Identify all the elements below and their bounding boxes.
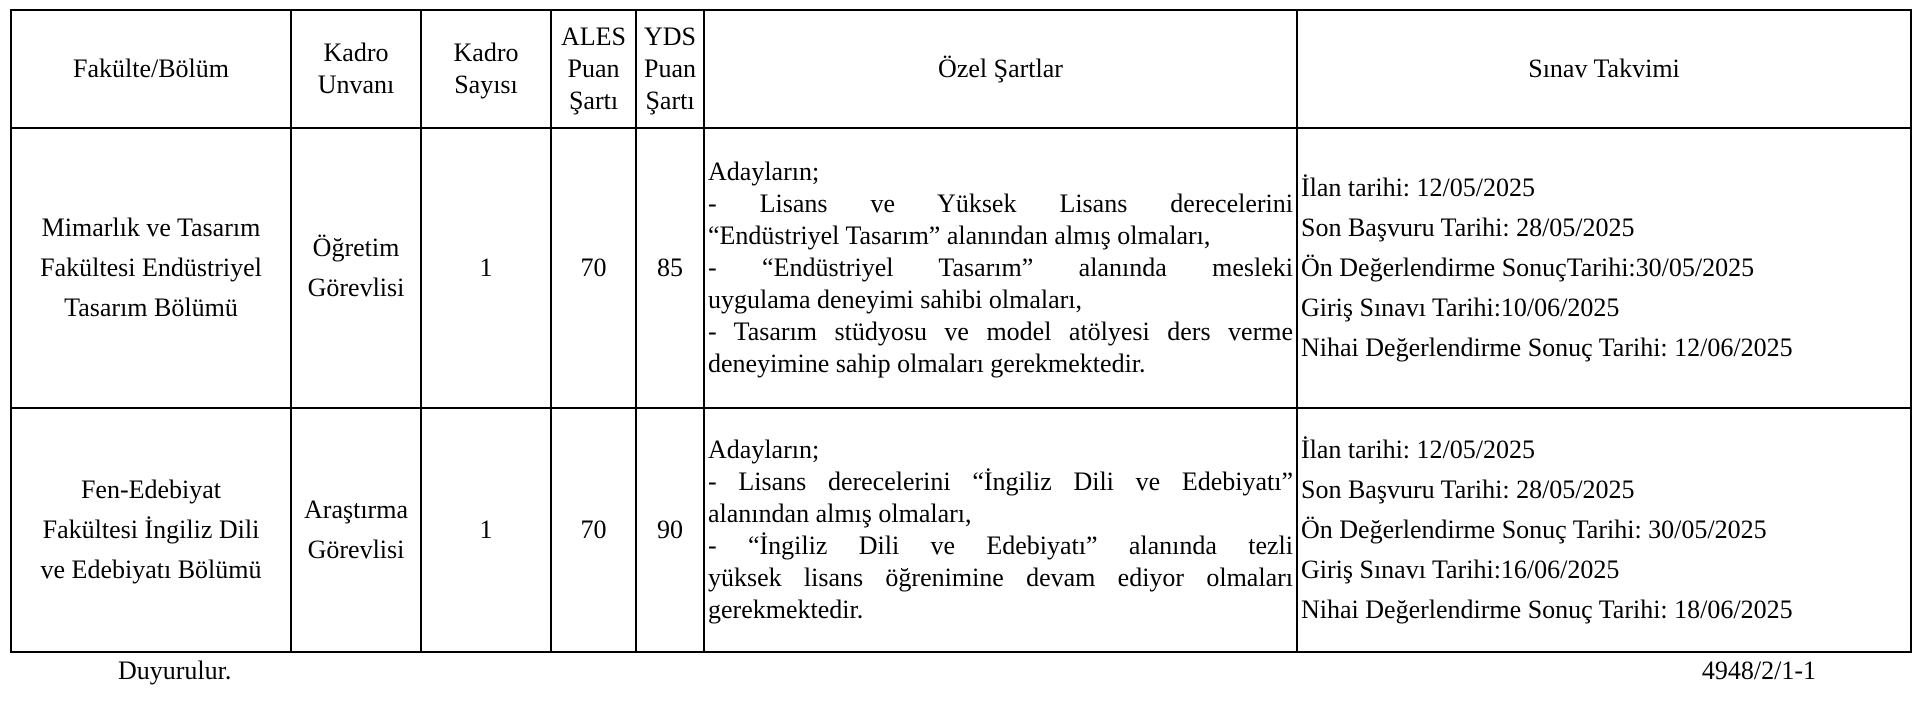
cell-schedule	[1297, 128, 1911, 408]
cell-count: 1	[421, 408, 551, 652]
schedule-line: Son Başvuru Tarihi: 28/05/2025	[1301, 213, 1635, 242]
cell-conditions	[704, 128, 1297, 408]
schedule-line: Nihai Değerlendirme Sonuç Tarihi: 12/06/2025	[1301, 333, 1793, 362]
cell-yds: 90	[636, 408, 704, 652]
cell-title: Öğretim Görevlisi	[291, 128, 421, 408]
header-conditions: Özel Şartlar	[704, 10, 1297, 128]
header-schedule: Sınav Takvimi	[1297, 10, 1911, 128]
header-faculty: Fakülte/Bölüm	[11, 10, 291, 128]
header-ales: ALES Puan Şartı	[551, 10, 636, 128]
condition-line: Adayların;	[708, 157, 820, 186]
schedule-line: Ön Değerlendirme Sonuç Tarihi: 30/05/2025	[1301, 515, 1767, 544]
reference-number: 4948/2/1-1	[1701, 656, 1816, 685]
condition-line: - “Endüstriyel Tasarım” alanında mesleki	[708, 253, 1293, 282]
announcement-text: Duyurulur.	[118, 656, 232, 685]
table-row	[11, 128, 1911, 408]
header-count: Kadro Sayısı	[421, 10, 551, 128]
condition-line: Adayların;	[708, 435, 820, 464]
cell-count: 1	[421, 128, 551, 408]
table-row	[11, 408, 1911, 652]
schedule-line: Son Başvuru Tarihi: 28/05/2025	[1301, 475, 1635, 504]
condition-line: - Lisans ve Yüksek Lisans derecelerini	[708, 189, 1293, 218]
cell-yds: 85	[636, 128, 704, 408]
condition-line: gerekmektedir.	[708, 595, 864, 624]
cell-title: Araştırma Görevlisi	[291, 408, 421, 652]
condition-line: uygulama deneyimi sahibi olmaları,	[708, 285, 1083, 314]
condition-line: alanından almış olmaları,	[708, 499, 972, 528]
condition-line: - Lisans derecelerini “İngiliz Dili ve Edebiyatı”	[708, 467, 1293, 496]
condition-line: deneyimine sahip olmaları gerekmektedir.	[708, 349, 1146, 378]
schedule-line: Giriş Sınavı Tarihi:16/06/2025	[1301, 555, 1620, 584]
cell-schedule	[1297, 408, 1911, 652]
header-title: Kadro Unvanı	[291, 10, 421, 128]
position-table	[10, 9, 1912, 653]
schedule-line: İlan tarihi: 12/05/2025	[1301, 173, 1535, 202]
schedule-line: İlan tarihi: 12/05/2025	[1301, 435, 1535, 464]
cell-faculty: Fen-Edebiyat Fakültesi İngiliz Dili ve Edebiyatı Bölümü	[11, 408, 291, 652]
condition-line: yüksek lisans öğrenimine devam ediyor olmaları	[708, 563, 1293, 592]
schedule-line: Giriş Sınavı Tarihi:10/06/2025	[1301, 293, 1620, 322]
cell-ales: 70	[551, 408, 636, 652]
cell-conditions	[704, 408, 1297, 652]
cell-ales: 70	[551, 128, 636, 408]
schedule-line: Ön Değerlendirme SonuçTarihi:30/05/2025	[1301, 253, 1755, 282]
cell-faculty: Mimarlık ve Tasarım Fakültesi Endüstriyel Tasarım Bölümü	[11, 128, 291, 408]
condition-line: “Endüstriyel Tasarım” alanından almış olmaları,	[708, 221, 1211, 250]
condition-line: - “İngiliz Dili ve Edebiyatı” alanında tezli	[708, 531, 1293, 560]
header-yds: YDS Puan Şartı	[636, 10, 704, 128]
table-header-row	[11, 10, 1911, 128]
condition-line: - Tasarım stüdyosu ve model atölyesi ders verme	[708, 317, 1293, 346]
schedule-line: Nihai Değerlendirme Sonuç Tarihi: 18/06/2025	[1301, 595, 1793, 624]
